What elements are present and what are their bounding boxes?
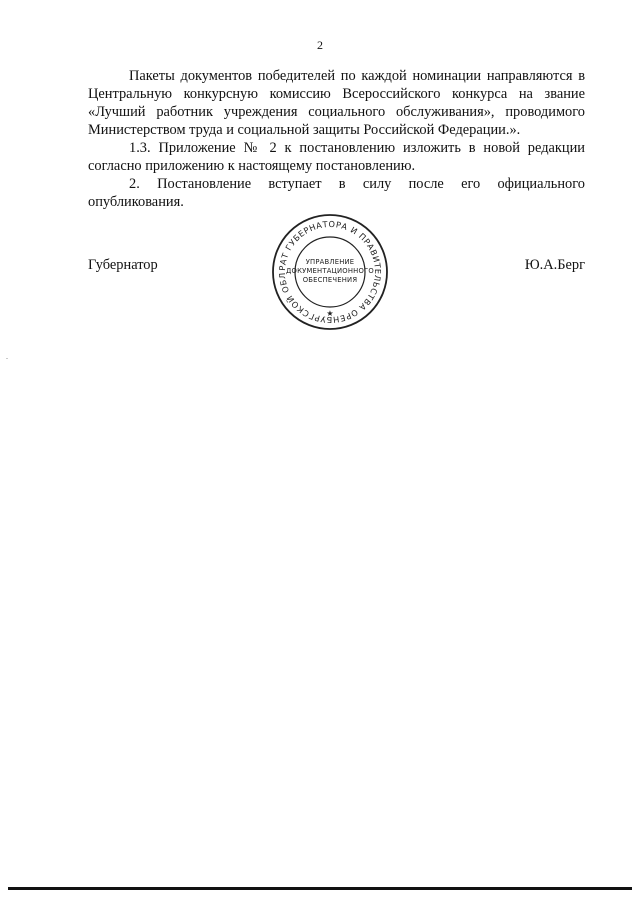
seal-star-icon: ★	[326, 309, 334, 318]
paragraph-entry-into-force: 2. Постановление вступает в силу после его официального опубликования.	[88, 176, 585, 210]
official-seal	[268, 210, 392, 334]
margin-mark: .	[6, 352, 8, 361]
seal-ring-text: РАТ ГУБЕРНАТОРА И ПРАВИТЕЛЬСТВА ОРЕНБУРГСКОЙ ОБЛ	[276, 218, 384, 326]
seal-center-line: ОБЕСПЕЧЕНИЯ	[302, 276, 358, 284]
paragraph-nominations: Пакеты документов победителей по каждой номинации направляются в Центральную конкурсную комиссию Всероссийского конкурса на звание «Лучший работник учреждения социального обслуживания», проводимого Министерством труда и социальной защиты Российской Федерации.».	[88, 68, 585, 138]
paragraph-appendix-2: 1.3. Приложение № 2 к постановлению изложить в новой редакции согласно приложению к настоящему постановлению.	[88, 140, 585, 174]
signatory-position: Губернатор	[88, 257, 158, 273]
page-number: 2	[317, 38, 323, 52]
signatory-name: Ю.А.Берг	[524, 257, 585, 273]
seal-center-line: УПРАВЛЕНИЕ	[305, 258, 355, 266]
seal-center-text	[268, 258, 392, 285]
seal-center-line: ДОКУМЕНТАЦИОННОГО	[286, 267, 374, 275]
document-body	[88, 67, 585, 211]
bottom-rule	[8, 887, 632, 890]
